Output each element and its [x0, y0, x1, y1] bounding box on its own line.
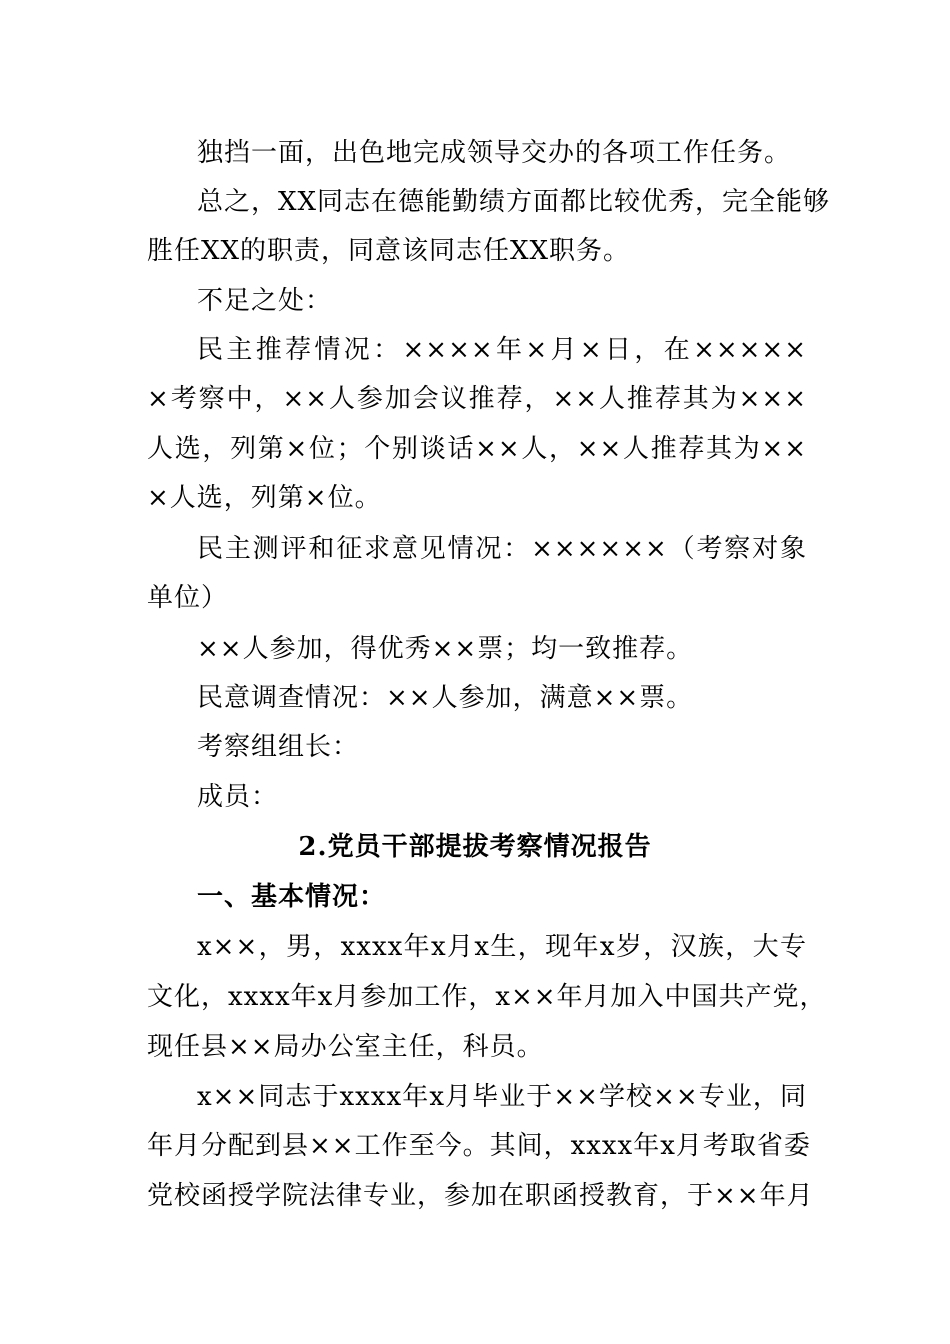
paragraph-line: 党校函授学院法律专业，参加在职函授教育，于××年月: [147, 1181, 814, 1211]
paragraph-line: 民主测评和征求意见情况：××××××（考察对象: [197, 534, 807, 564]
paragraph-line: 人选，列第×位；个别谈话××人，××人推荐其为××: [147, 434, 807, 464]
section-heading: 一、基本情况：: [197, 882, 387, 912]
paragraph-line: ××人参加，得优秀××票；均一致推荐。: [197, 634, 694, 664]
paragraph-line: ×人选，列第×位。: [147, 483, 382, 513]
paragraph-line: ×考察中，××人参加会议推荐，××人推荐其为×××: [147, 384, 807, 414]
paragraph-line: 民主推荐情况：××××年×月×日，在×××××: [197, 335, 807, 365]
paragraph-line: 单位）: [147, 583, 229, 613]
paragraph-line: 文化，xxxx年x月参加工作，x××年月加入中国共产党，: [147, 982, 827, 1012]
paragraph-line: 考察组组长：: [197, 732, 360, 762]
paragraph-line: 胜任XX的职责，同意该同志任XX职务。: [147, 236, 631, 266]
paragraph-line: 成员：: [197, 782, 279, 812]
paragraph-line: 现任县××局办公室主任，科员。: [147, 1032, 544, 1062]
paragraph-line: 独挡一面，出色地完成领导交办的各项工作任务。: [197, 138, 792, 168]
paragraph-line: x××，男，xxxx年x月x生，现年x岁，汉族，大专: [197, 932, 807, 962]
paragraph-line: 年月分配到县××工作至今。其间，xxxx年x月考取省委: [147, 1131, 811, 1161]
paragraph-line: 总之，XX同志在德能勤绩方面都比较优秀，完全能够: [197, 187, 831, 217]
paragraph-line: 不足之处：: [197, 286, 333, 316]
paragraph-line: 民意调查情况：××人参加，满意××票。: [197, 683, 694, 713]
report-title: 2.党员干部提拔考察情况报告: [298, 832, 652, 862]
paragraph-line: x××同志于xxxx年x月毕业于××学校××专业，同: [197, 1082, 807, 1112]
